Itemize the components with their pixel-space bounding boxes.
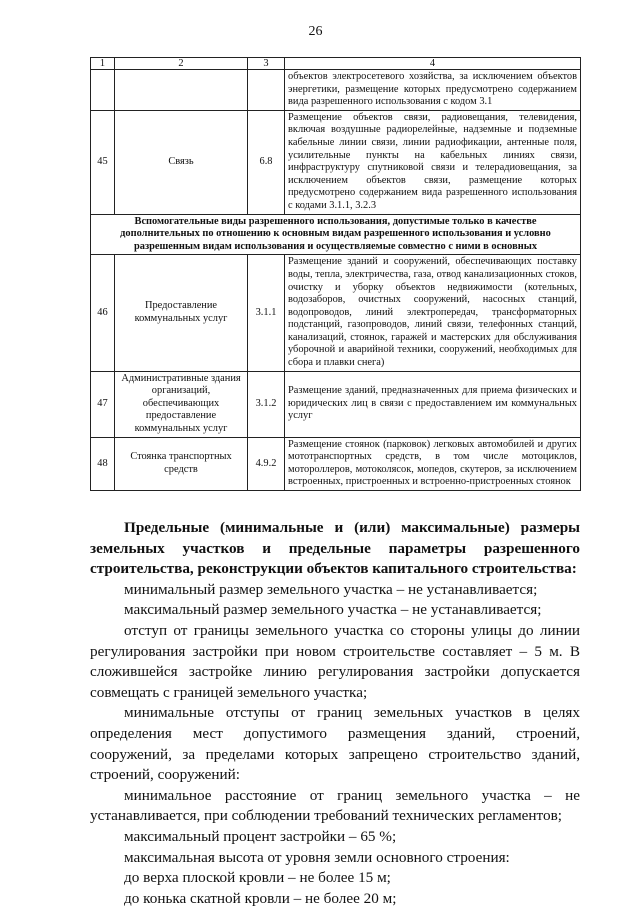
header-col-1: 1 [91,58,115,70]
paragraph: до конька скатной кровли – не более 20 м; [124,889,397,907]
row-number: 48 [91,437,115,490]
table-header-row [91,58,581,70]
header-col-2: 2 [115,58,248,70]
paragraph: минимальный размер земельного участка – не устанавливается; [124,580,538,598]
zoning-table [90,57,581,491]
row-name: Предоставление коммунальных услуг [115,255,248,371]
row-code: 6.8 [248,110,285,214]
row-description: Размещение стоянок (парковок) легковых автомобилей и других мототранспортных средств, в том числе мотоциклов, мотороллеров, мотоколясок, мопедов, скутеров, за исключением встроенных, пристроенных и встроенно-пристроенных стоянок [285,437,581,490]
table-row-45 [91,110,581,214]
table-row-46 [91,255,581,371]
row-code: 4.9.2 [248,437,285,490]
row-name: Стоянка транспортных средств [115,437,248,490]
paragraph: до верха плоской кровли – не более 15 м; [124,869,391,887]
row-number: 45 [91,110,115,214]
row-name: Связь [115,110,248,214]
body-text [90,518,580,909]
section-heading: Предельные (минимальные и (или) максимальные) размеры земельных участков и предельные параметры разрешенного строительства, реконструкции объектов капитального строительства: [90,519,580,578]
row-code: 3.1.1 [248,255,285,371]
empty-cell [115,70,248,111]
row-description: Размещение объектов связи, радиовещания, телевидения, включая воздушные радиорелейные, надземные и подземные кабельные линии связи, линии радиофикации, антенные поля, усилительные пункты на кабельных линиях связи, инфраструктуру спутниковой связи и телерадиовещания, за исключением объектов связи, размещение которых предусмотрено содержанием вида разрешенного использования с кодами 3.1.1, 3.2.3 [285,110,581,214]
page-number: 26 [308,24,323,39]
row-description: объектов электросетевого хозяйства, за исключением объектов энергетики, размещение которых предусмотрено содержанием вида разрешенного использования с кодом 3.1 [285,70,581,111]
table-row-continuation [91,70,581,111]
paragraph: отступ от границы земельного участка со стороны улицы до линии регулирования застройки при новом строительстве составляет – 5 м. В сложившейся застройке линию регулирования застройки допускается совмещать с границей земельного участка; [90,621,580,701]
row-number: 47 [91,371,115,437]
section-header-row [91,214,581,255]
paragraph: максимальный размер земельного участка – не устанавливается; [124,601,542,619]
row-description: Размещение зданий и сооружений, обеспечивающих поставку воды, тепла, электричества, газа, отвод канализационных стоков, очистку и уборку объектов недвижимости (котельных, водозаборов, очистных сооружений, насосных станций, водопроводов, линий электропередач, трансформаторных подстанций, газопроводов, линий связи, телефонных станций, канализаций, стоянок, гаражей и мастерских для обслуживания уборочной и аварийной техники, сооружений, необходимых для сбора и плавки снега) [285,255,581,371]
paragraph: минимальные отступы от границ земельных участков в целях определения мест допустимого размещения зданий, строений, сооружений, за пределами которых запрещено строительство зданий, строений, сооружений: [90,704,580,784]
row-description: Размещение зданий, предназначенных для приема физических и юридических лиц в связи с предоставлением им коммунальных услуг [285,371,581,437]
paragraph: максимальный процент застройки – 65 %; [124,827,397,845]
row-number: 46 [91,255,115,371]
table-row-48 [91,437,581,490]
section-title: Вспомогательные виды разрешенного использования, допустимые только в качестве дополнительных по отношению к основным видам разрешенного использования и условно разрешенным видам использования и осуществляемые совместно с ними в основных [91,214,581,255]
header-col-3: 3 [248,58,285,70]
table-row-47 [91,371,581,437]
header-col-4: 4 [285,58,581,70]
paragraph: максимальная высота от уровня земли основного строения: [124,848,510,866]
paragraph: минимальное расстояние от границ земельного участка – не устанавливается, при соблюдении требований технических регламентов; [90,786,580,825]
row-name: Административные здания организаций, обеспечивающих предоставление коммунальных услуг [115,371,248,437]
empty-cell [91,70,115,111]
row-code: 3.1.2 [248,371,285,437]
empty-cell [248,70,285,111]
